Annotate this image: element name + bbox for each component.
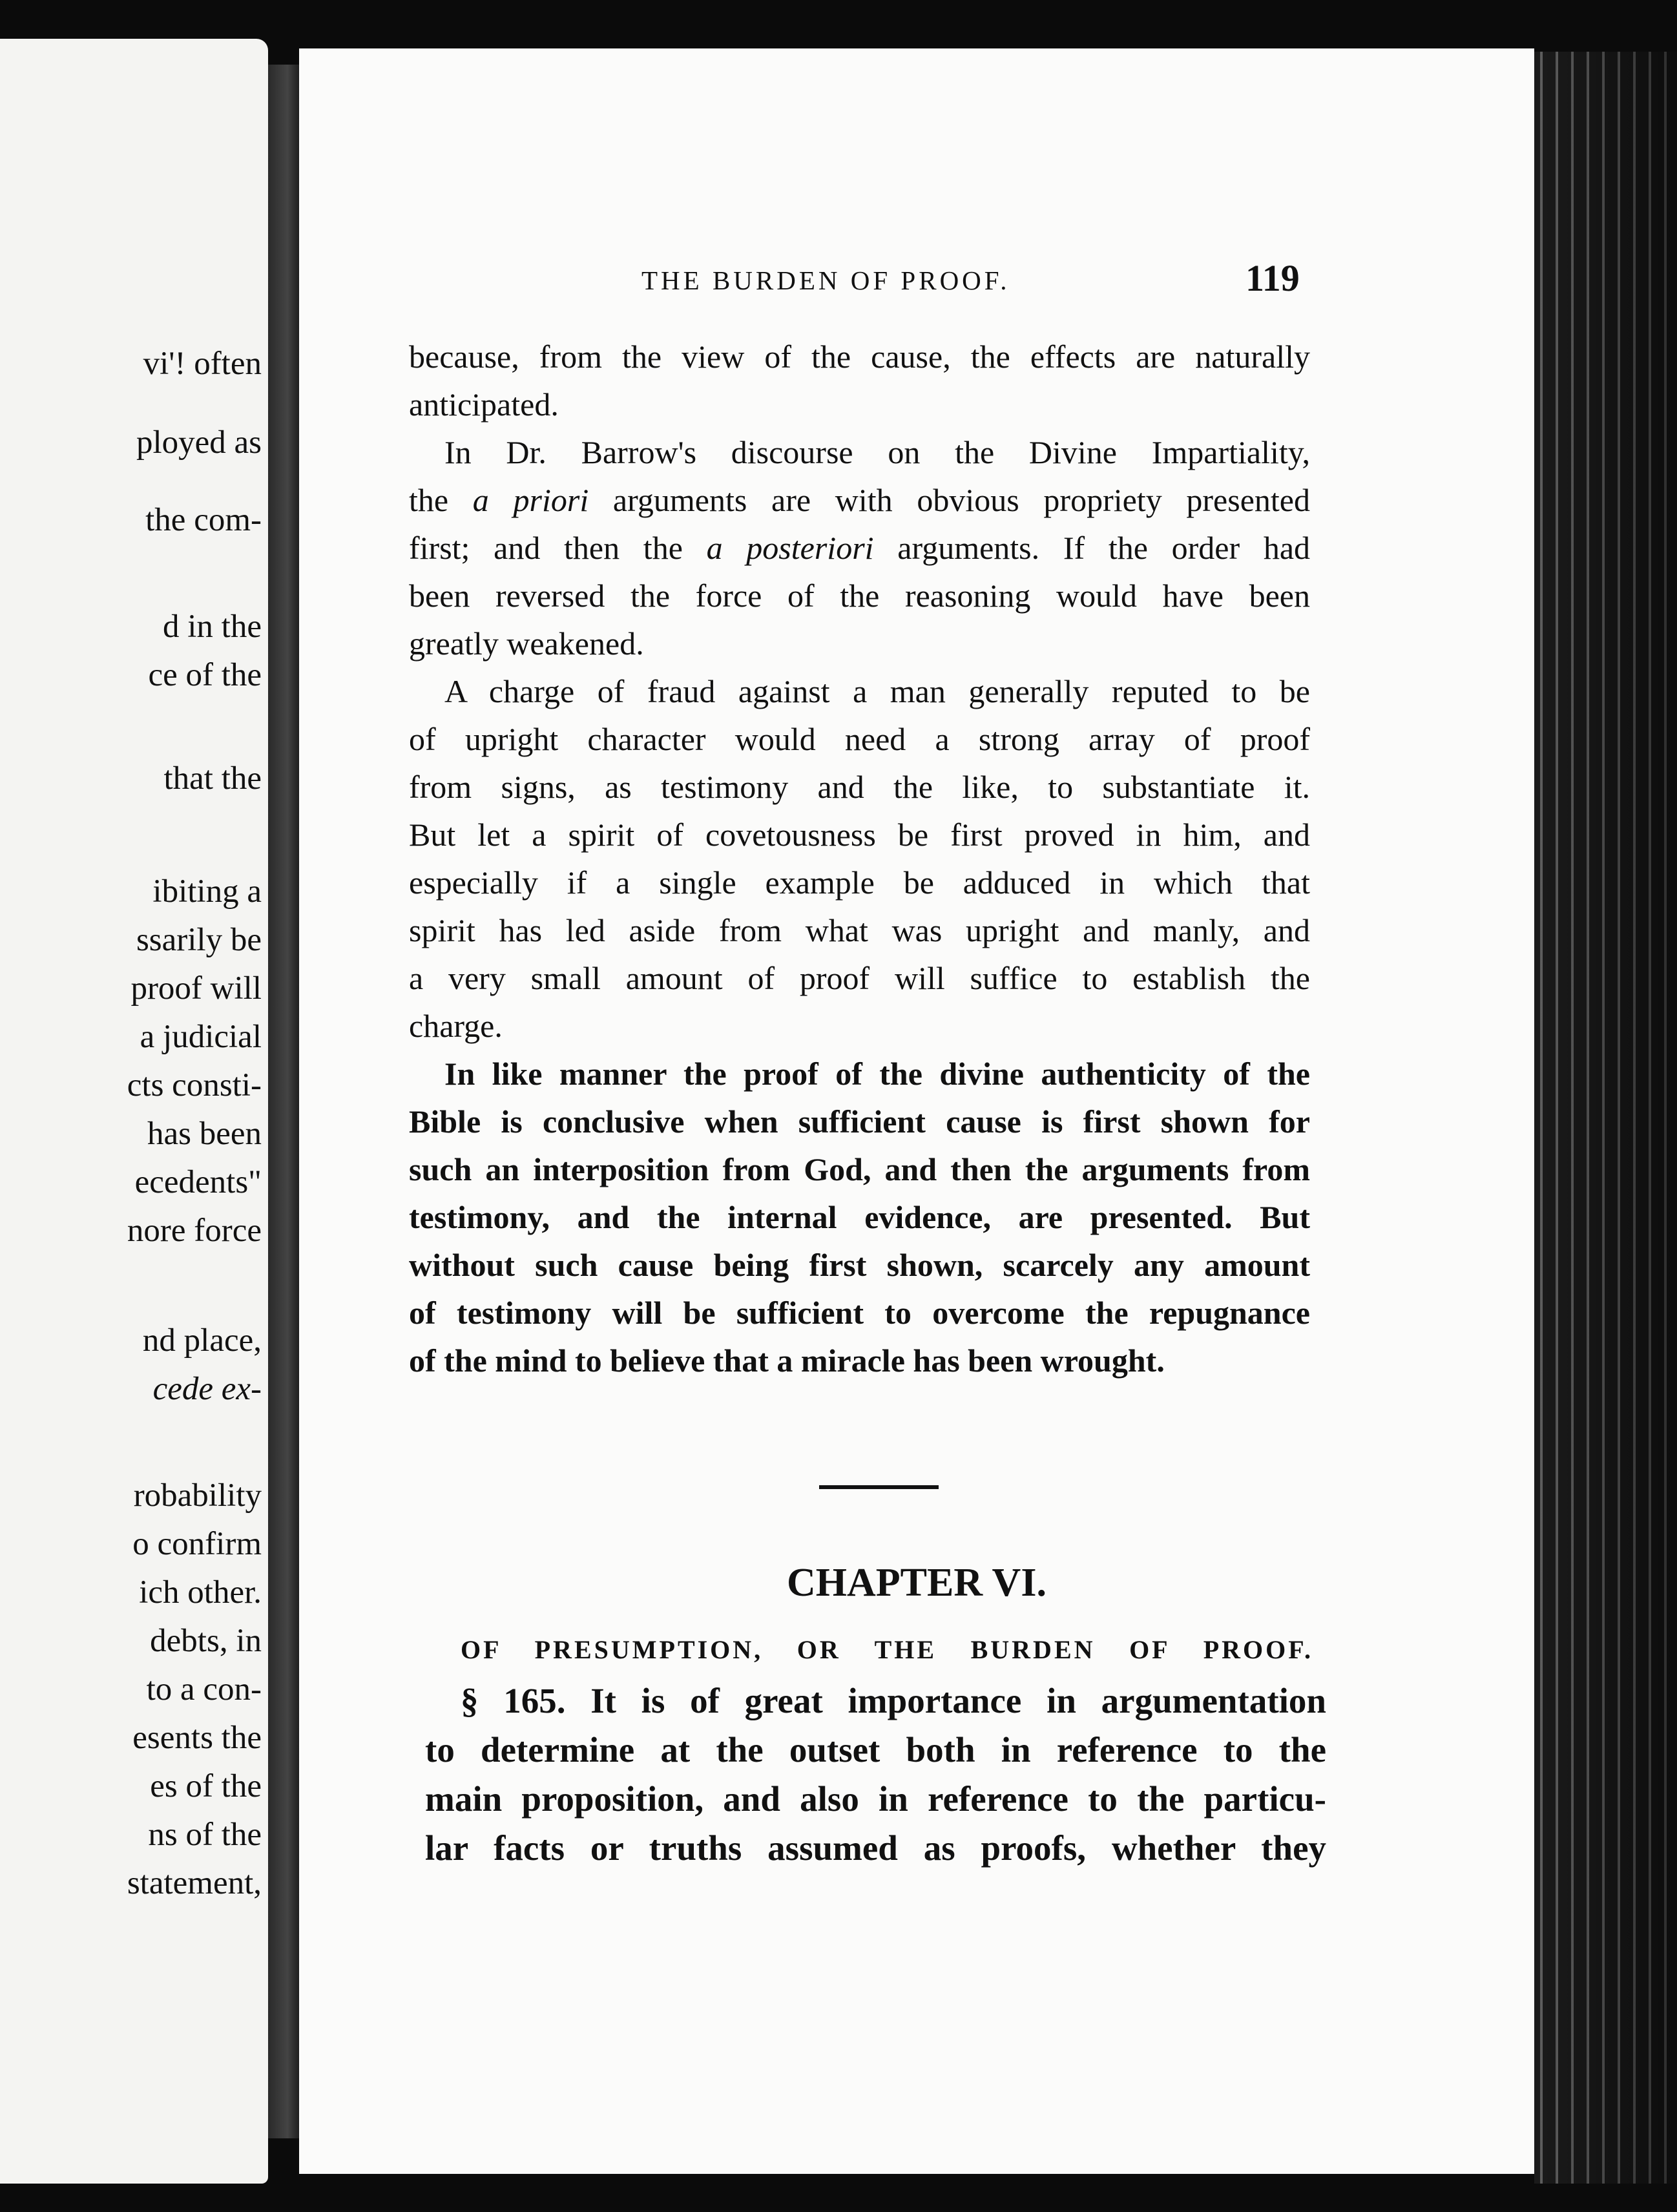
text-line: without such cause being first shown, scarcely any amount [409, 1247, 1310, 1283]
left-page-line: ibiting a [152, 873, 262, 910]
text-line: § 165. It is of great importance in argumentation [461, 1681, 1326, 1720]
left-page-line: statement, [127, 1865, 262, 1901]
page-number: 119 [1245, 257, 1300, 299]
text-line: of the mind to believe that a miracle has been wrought. [409, 1342, 1165, 1379]
left-page-line: ssarily be [136, 922, 262, 958]
left-page-line: debts, in [150, 1623, 262, 1659]
paragraph [409, 428, 1310, 667]
text-line: from signs, as testimony and the like, to substantiate it. [409, 769, 1310, 805]
left-page-line: ns of the [148, 1817, 262, 1853]
left-page-line: nd place, [142, 1322, 262, 1359]
left-page-line: nore force [127, 1213, 262, 1249]
text-line: first; and then the a posteriori arguments. If the order had [409, 530, 1311, 566]
paragraph [409, 333, 1310, 428]
left-page-line: ich other. [139, 1574, 262, 1611]
text-line: spirit has led aside from what was upright and manly, and [409, 912, 1310, 948]
text-line: of upright character would need a strong array of proof [409, 721, 1310, 757]
left-page-line: o confirm [132, 1526, 262, 1562]
text-line: the a priori arguments are with obvious propriety presented [409, 482, 1310, 518]
left-page-line: ce of the [148, 657, 262, 693]
text-line: In Dr. Barrow's discourse on the Divine Impartiality, [444, 434, 1310, 470]
text-line: main proposition, and also in reference to the particu- [425, 1779, 1326, 1819]
left-page-line: d in the [163, 609, 262, 645]
left-page-line: ecedents" [134, 1164, 262, 1200]
paragraph [409, 667, 1310, 1050]
page-edges-shadow [1534, 52, 1677, 2184]
left-page-line: has been [147, 1116, 262, 1152]
left-page-line: a judicial [140, 1019, 262, 1055]
text-line: Bible is conclusive when sufficient cause is first shown for [409, 1103, 1310, 1140]
left-page-line: ployed as [136, 424, 262, 461]
text-line: of testimony will be sufficient to overcome the repugnance [409, 1295, 1310, 1331]
left-page-line: es of the [150, 1768, 262, 1804]
running-title: THE BURDEN OF PROOF. [641, 266, 1010, 295]
body-text [409, 333, 1310, 1384]
left-page-line: esents the [132, 1720, 262, 1756]
chapter-title: CHAPTER VI. [787, 1561, 1047, 1605]
text-line: A charge of fraud against a man generally reputed to be [444, 673, 1310, 709]
text-line: greatly weakened. [409, 625, 644, 662]
left-page-line: the com- [145, 502, 262, 538]
book-gutter [268, 65, 300, 2138]
left-page [0, 39, 268, 2184]
text-line: a very small amount of proof will suffice to establish the [409, 960, 1310, 996]
left-page-line: cede ex- [152, 1371, 262, 1407]
left-page-line: cts consti- [127, 1067, 262, 1103]
left-page-line: to a con- [146, 1671, 262, 1707]
section-divider [819, 1485, 939, 1489]
text-line: anticipated. [409, 386, 559, 423]
text-line: lar facts or truths assumed as proofs, whether they [425, 1828, 1326, 1868]
chapter-subtitle: OF PRESUMPTION, OR THE BURDEN OF PROOF. [461, 1635, 1313, 1664]
right-page [299, 48, 1534, 2174]
text-line: because, from the view of the cause, the effects are naturally [409, 339, 1310, 375]
chapter-text [425, 1676, 1326, 1873]
text-line: testimony, and the internal evidence, are presented. But [409, 1199, 1310, 1235]
left-page-line: robability [133, 1477, 262, 1514]
text-line: been reversed the force of the reasoning would have been [409, 578, 1310, 614]
text-line: charge. [409, 1008, 503, 1044]
left-page-line: proof will [130, 970, 262, 1007]
text-line: especially if a single example be adduced in which that [409, 864, 1310, 901]
left-page-line: vi'! often [143, 346, 262, 382]
left-page-line: that the [163, 760, 262, 797]
paragraph [409, 1050, 1310, 1384]
text-line: In like manner the proof of the divine authenticity of the [444, 1056, 1310, 1092]
text-line: to determine at the outset both in reference to the [425, 1730, 1326, 1769]
text-line: such an interposition from God, and then the arguments from [409, 1151, 1310, 1187]
text-line: But let a spirit of covetousness be first proved in him, and [409, 817, 1310, 853]
